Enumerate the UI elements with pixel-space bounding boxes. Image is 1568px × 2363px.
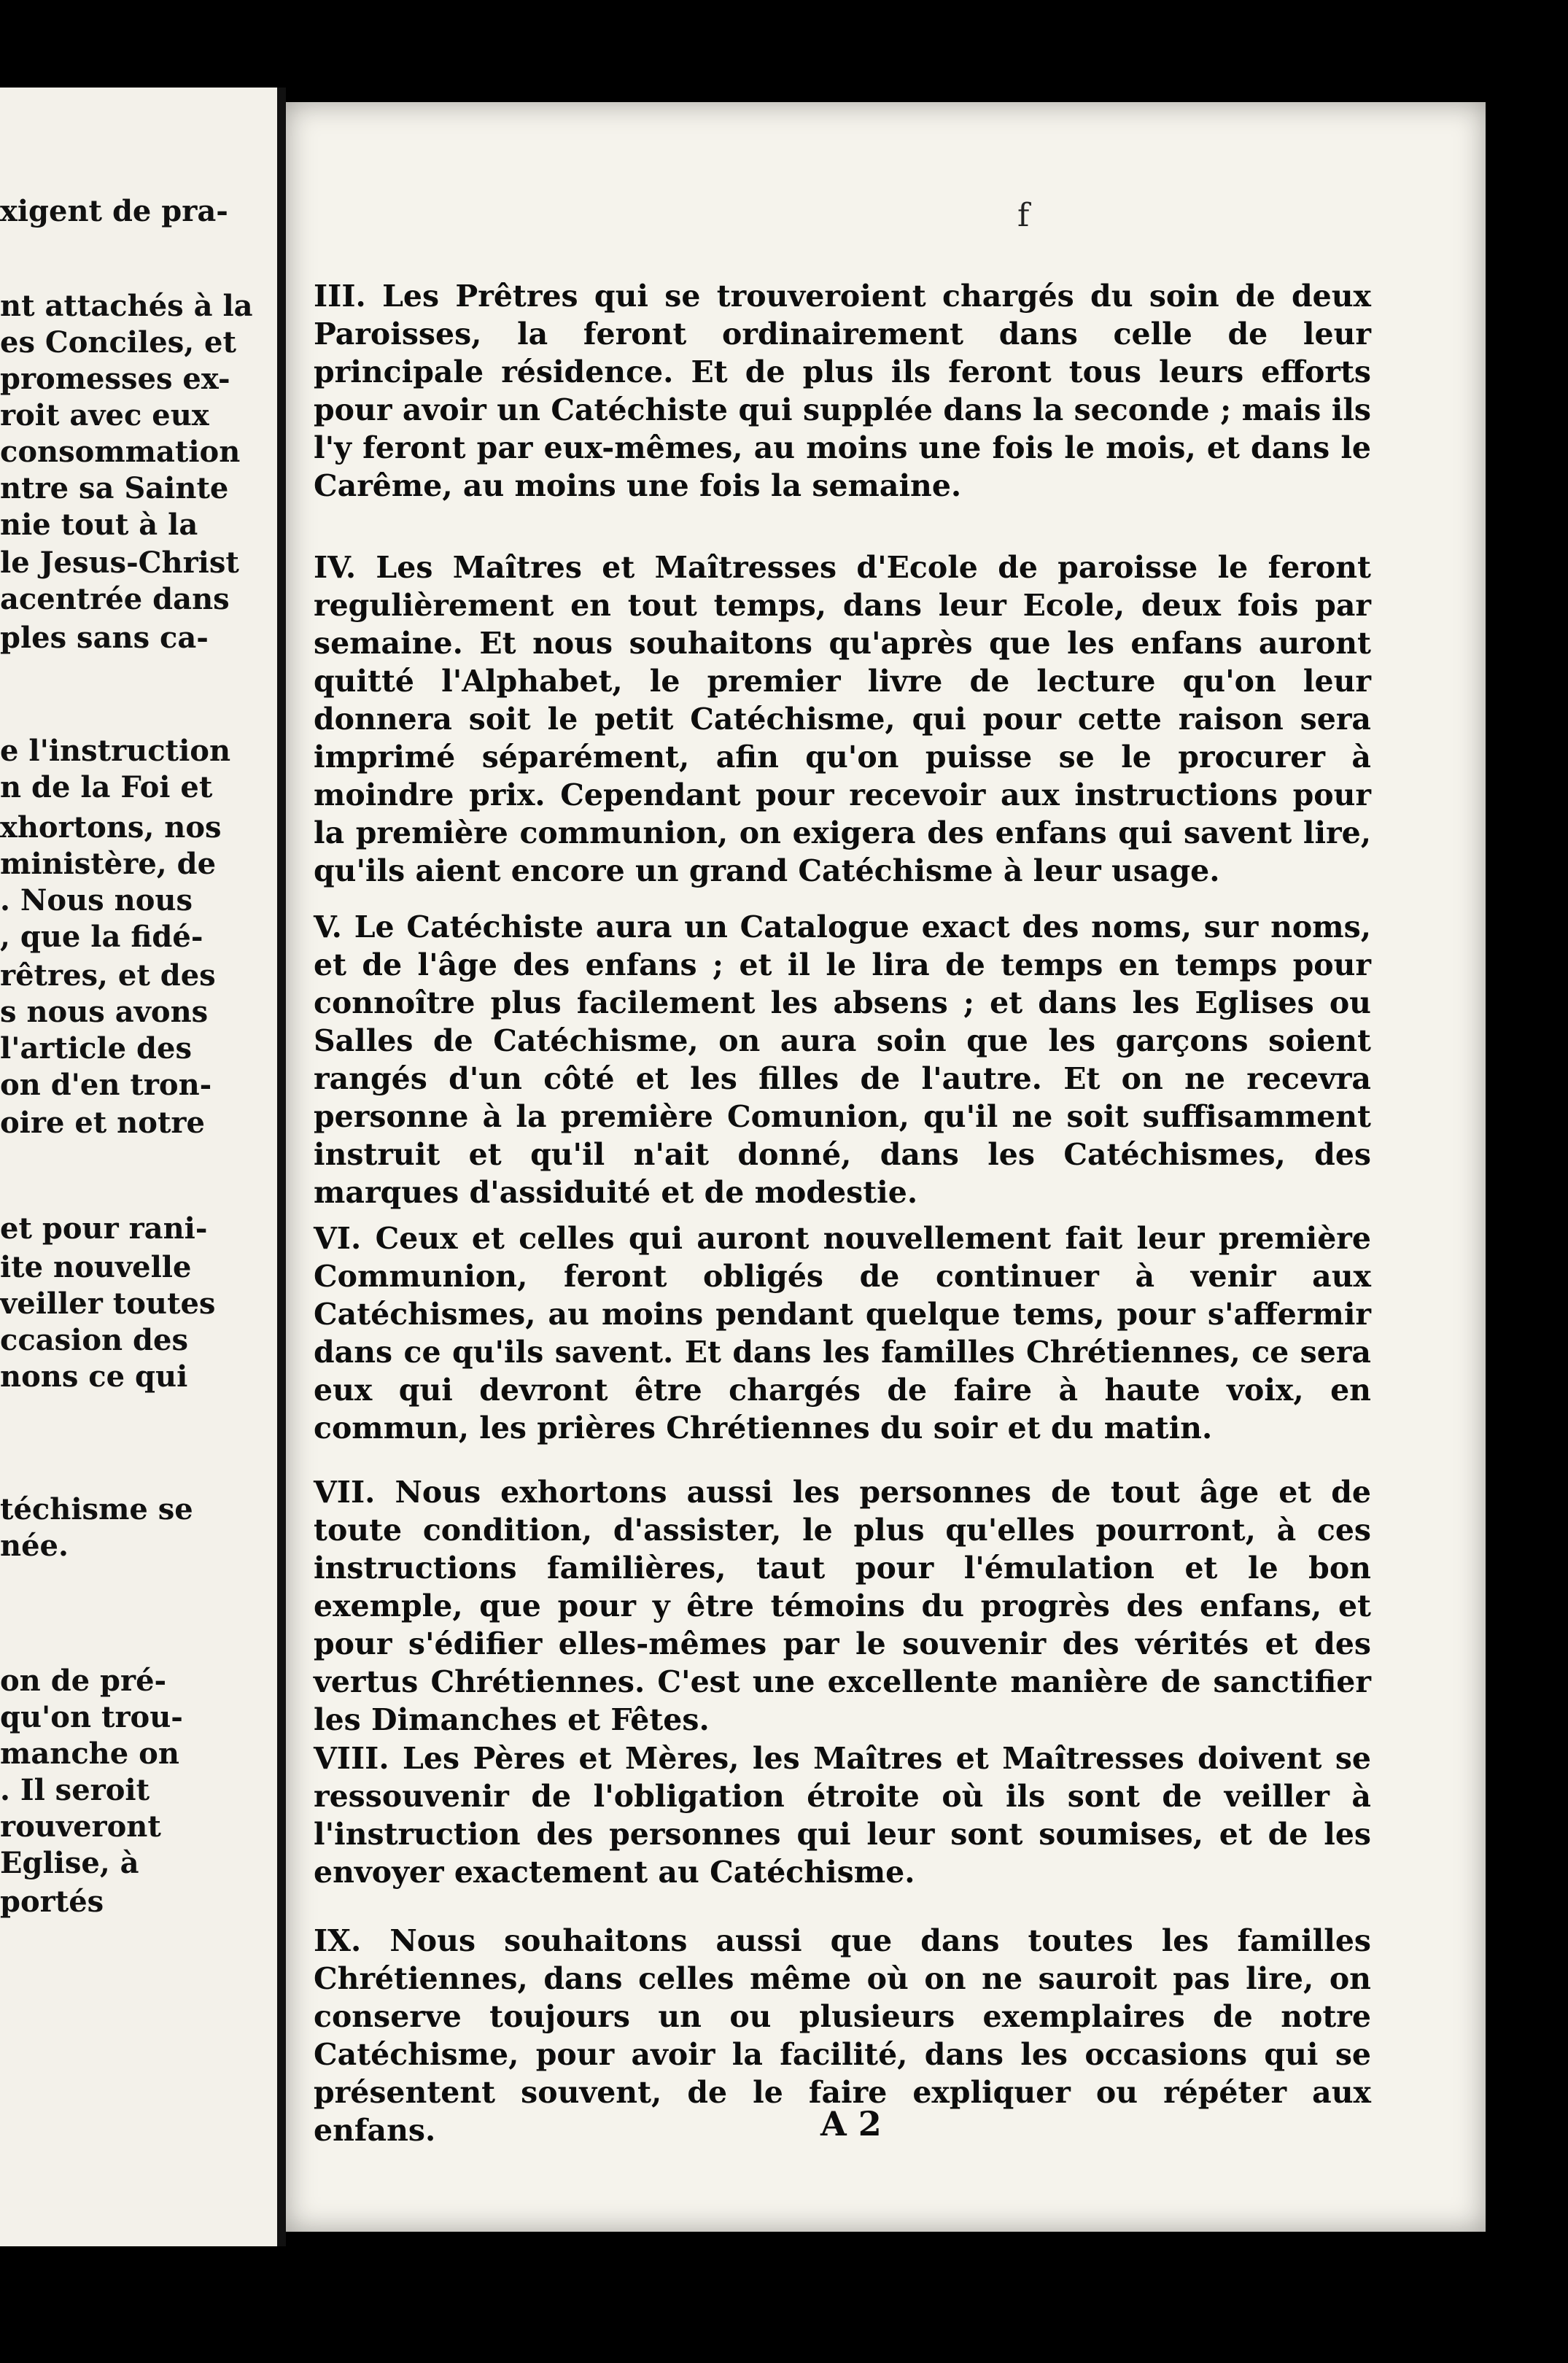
left-page-line: nons ce qui <box>0 1359 188 1394</box>
left-page-line: on de pré- <box>0 1664 167 1698</box>
paragraph-iv: IV. Les Maîtres et Maîtresses d'Ecole de paroisse le feront regulièrement en tout temps, dans leur Ecole, deux fois par semaine. Et nous souhaitons qu'après que les enfans auront quitté l'Alphabet, le premier livre de lecture qu'on leur donnera soit le petit Catéchisme, qui pour cette raison sera imprimé séparément, afin qu'on puisse se le procurer à moindre prix. Cependant pour recevoir aux instructions pour la première communion, on exigera des enfans qui savent lire, qu'ils aient encore un grand Catéchisme à leur usage. <box>314 550 1371 888</box>
paragraph-vii: VII. Nous exhortons aussi les personnes de tout âge et de toute condition, d'assister, le plus qu'elles pourront, à ces instructions familières, taut pour l'émulation et le bon exemple, que pour y être témoins du progrès des enfans, et pour s'édifier elles-mêmes par le souvenir des vérités et des vertus Chrétiennes. C'est une excellente manière de sanctifier les Dimanches et Fêtes. <box>314 1475 1371 1737</box>
left-page-line: portés <box>0 1885 104 1919</box>
left-page-line: e l'instruction <box>0 734 231 768</box>
left-page-line: . Nous nous <box>0 883 193 917</box>
paragraph-vi: VI. Ceux et celles qui auront nouvellement fait leur première Communion, feront obligés de continuer à venir aux Catéchismes, au moins pendant quelque tems, pour s'affermir dans ce qu'ils savent. Et dans les familles Chrétiennes, ce sera eux qui devront être chargés de faire à haute voix, en commun, les prières Chrétiennes du soir et du matin. <box>314 1221 1371 1446</box>
left-page-line: xigent de pra- <box>0 194 228 228</box>
left-page-line: rêtres, et des <box>0 958 216 993</box>
left-page-line: et pour rani- <box>0 1211 208 1246</box>
left-page-line: . Il seroit <box>0 1773 150 1807</box>
left-page-line: ministère, de <box>0 847 217 881</box>
paragraph-iii: III. Les Prêtres qui se trouveroient chargés du soin de deux Paroisses, la feront ordinairement dans celle de leur principale résidence. Et de plus ils feront tous leurs efforts pour avoir un Catéchiste qui supplée dans la seconde ; mais ils l'y feront par eux-mêmes, au moins une fois le mois, et dans le Carême, au moins une fois la semaine. <box>314 279 1371 503</box>
left-page-line: ccasion des <box>0 1323 188 1357</box>
signature-mark: A 2 <box>820 2104 882 2143</box>
left-page-line: née. <box>0 1529 69 1563</box>
left-page-line: téchisme se <box>0 1492 193 1526</box>
left-page-line: n de la Foi et <box>0 770 213 804</box>
left-page-line: acentrée dans <box>0 582 230 616</box>
left-page-line: manche on <box>0 1737 179 1771</box>
left-page-line: le Jesus-Christ <box>0 546 239 580</box>
left-page-line: s nous avons <box>0 995 209 1029</box>
paragraph-viii: VIII. Les Pères et Mères, les Maîtres et Maîtresses doivent se ressouvenir de l'obligation étroite où ils sont de veiller à l'instruction des personnes qui leur sont soumises, et de les envoyer exactement au Catéchisme. <box>314 1741 1371 1890</box>
left-page-line: oire et notre <box>0 1106 205 1140</box>
left-page-line: Eglise, à <box>0 1846 139 1880</box>
left-page-line: ntre sa Sainte <box>0 471 229 505</box>
left-page-line: veiller toutes <box>0 1287 216 1321</box>
left-page-line: consommation <box>0 435 241 469</box>
left-page-line: qu'on trou- <box>0 1700 183 1734</box>
left-page-line: ples sans ca- <box>0 621 209 655</box>
left-page-line: roit avec eux <box>0 398 209 432</box>
left-page-line: xhortons, nos <box>0 810 222 845</box>
left-page-line: promesses ex- <box>0 362 230 396</box>
left-page-line: nt attachés à la <box>0 289 253 323</box>
left-page-line: nie tout à la <box>0 508 198 542</box>
left-page-line: , que la fidé- <box>0 920 203 954</box>
paragraph-ix: IX. Nous souhaitons aussi que dans toutes les familles Chrétiennes, dans celles même où on ne sauroit pas lire, on conserve toujours un ou plusieurs exemplaires de notre Catéchisme, pour avoir la facilité, dans les occasions qui se présentent souvent, de le faire expliquer ou répéter aux enfans. <box>314 1923 1371 2148</box>
left-page-line: ite nouvelle <box>0 1250 192 1284</box>
paragraph-v: V. Le Catéchiste aura un Catalogue exact des noms, sur noms, et de l'âge des enfans ; et il le lira de temps en temps pour connoître plus facilement les absens ; et dans les Eglises ou Salles de Catéchisme, on aura soin que les garçons soient rangés d'un côté et les filles de l'autre. Et on ne recevra personne à la première Comunion, qu'il ne soit suffisamment instruit et qu'il n'ait donné, dans les Catéchismes, des marques d'assiduité et de modestie. <box>314 909 1371 1210</box>
left-page-fragment <box>0 88 277 2246</box>
left-page-line: rouveront <box>0 1809 161 1844</box>
book-gutter <box>277 88 286 2246</box>
left-page-line: es Conciles, et <box>0 325 236 360</box>
left-page-line: l'article des <box>0 1031 192 1066</box>
folio-mark: f <box>1017 197 1030 234</box>
left-page-line: on d'en tron- <box>0 1068 212 1102</box>
